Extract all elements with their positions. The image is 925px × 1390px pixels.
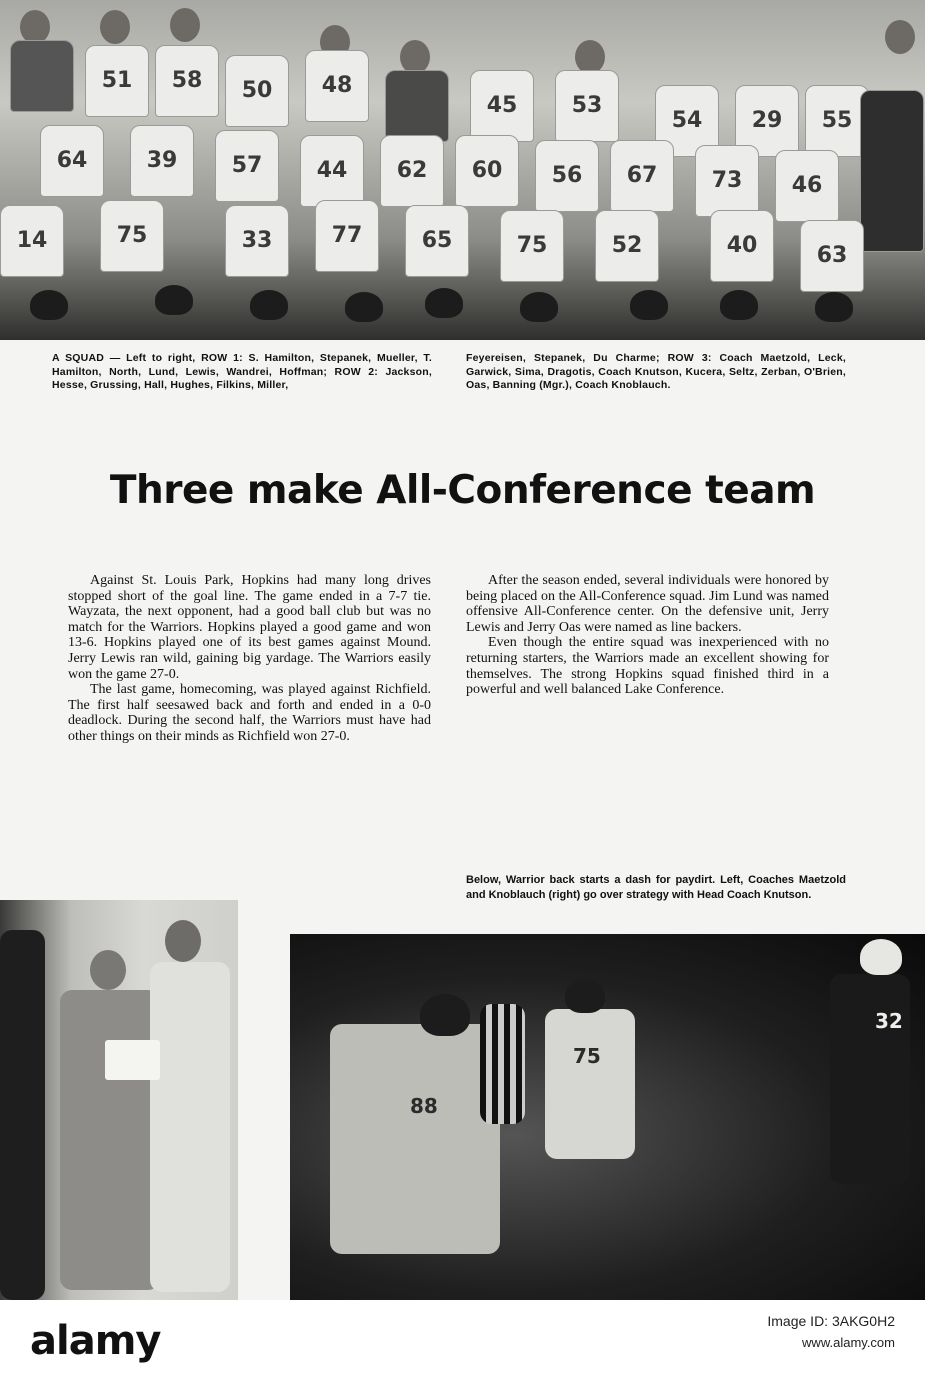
headline: Three make All-Conference team [109,468,816,513]
helmet [425,288,463,318]
game-photo [290,934,925,1300]
jersey: 14 [0,205,64,277]
jersey: 57 [215,130,279,202]
jersey: 75 [500,210,564,282]
photo-caption: Below, Warrior back starts a dash for paydirt. Left, Coaches Maetzold and Knoblauch (right) go over strategy with Head Coach Knutson. [466,874,846,901]
coach-figure [10,40,74,112]
jersey: 39 [130,125,194,197]
coach-head [90,950,126,990]
jersey: 55 [805,85,869,157]
helmet [420,994,470,1036]
coach-head [165,920,201,962]
coach-figure [60,990,160,1290]
jersey: 52 [595,210,659,282]
coach-figure [0,930,45,1300]
coach-figure [385,70,449,142]
jersey: 58 [155,45,219,117]
jersey-number: 32 [875,1009,903,1033]
jersey: 29 [735,85,799,157]
helmet [565,979,605,1013]
coach-head [20,10,50,44]
coach-figure [860,90,924,252]
jersey: 64 [40,125,104,197]
jersey: 73 [695,145,759,217]
jersey: 50 [225,55,289,127]
caption-right: Feyereisen, Stepanek, Du Charme; ROW 3: Coach Maetzold, Leck, Garwick, Sima, Dragotis, Coach Knutson, Kucera, Seltz, Zerban, O'Brien, Oas, Banning (Mgr.), Coach Knoblauch. [466,352,846,391]
jersey: 60 [455,135,519,207]
jersey: 56 [535,140,599,212]
jersey: 65 [405,205,469,277]
helmet [250,290,288,320]
helmet [720,290,758,320]
jersey: 48 [305,50,369,122]
coach-figure [150,962,230,1292]
helmet [860,939,902,975]
jersey: 53 [555,70,619,142]
jersey: 63 [800,220,864,292]
site-url: www.alamy.com [802,1335,895,1350]
helmet [30,290,68,320]
player-head [170,8,200,42]
ball-carrier-figure [330,1024,500,1254]
alamy-logo: alamy [30,1318,161,1364]
clipboard [105,1040,160,1080]
coaches-photo [0,900,238,1300]
jersey: 67 [610,140,674,212]
image-id: Image ID: 3AKG0H2 [767,1313,895,1329]
paragraph: After the season ended, several individuals were honored by being placed on the All-Conference squad. Jim Lund was named offensive All-Conference center. On the defensive unit, Jerry Lewis and Jerry Oas were named as line backers. [466,573,829,635]
player-head [575,40,605,74]
paragraph: Even though the entire squad was inexperienced with no returning starters, the Warriors made an excellent showing for themselves. The strong Hopkins squad finished third in a powerful and well balanced Lake Conference. [466,635,829,698]
image-id-block [767,1310,895,1354]
player-head [100,10,130,44]
paragraph: The last game, homecoming, was played against Richfield. The first half seesawed back and forth and ended in a 0-0 deadlock. During the second half, the Warriors must have had other things on their minds as Richfield won 27-0. [68,682,431,744]
helmet [815,292,853,322]
player-figure [545,1009,635,1159]
paragraph: Against St. Louis Park, Hopkins had many long drives stopped short of the goal line. The game ended in a 7-7 tie. Wayzata, the next opponent, had a good ball club but was no match for the Warriors. Hopkins played a good game and won 13-6. Hopkins played one of its best games against Mound. Jerry Lewis ran wild, gaining big yardage. The Warriors easily won the game 27-0. [68,573,431,682]
jersey: 46 [775,150,839,222]
defender-figure [830,974,910,1184]
coach-head [400,40,430,74]
caption-left: A SQUAD — Left to right, ROW 1: S. Hamilton, Stepanek, Mueller, T. Hamilton, North, Lund, Lewis, Wandrei, Hoffman; ROW 2: Jackson, Hesse, Grussing, Hall, Hughes, Filkins, Miller, [52,352,432,391]
body-column-right [466,573,829,698]
jersey: 33 [225,205,289,277]
jersey: 44 [300,135,364,207]
body-column-left [68,573,431,745]
jersey-number: 88 [410,1094,438,1118]
jersey-number: 75 [573,1044,601,1068]
jersey: 75 [100,200,164,272]
team-photo [0,0,925,340]
coach-head [885,20,915,54]
helmet [520,292,558,322]
helmet [345,292,383,322]
helmet [630,290,668,320]
referee-figure [480,1004,525,1124]
jersey: 62 [380,135,444,207]
jersey: 45 [470,70,534,142]
jersey: 77 [315,200,379,272]
jersey: 40 [710,210,774,282]
helmet [155,285,193,315]
jersey: 51 [85,45,149,117]
jersey: 54 [655,85,719,157]
